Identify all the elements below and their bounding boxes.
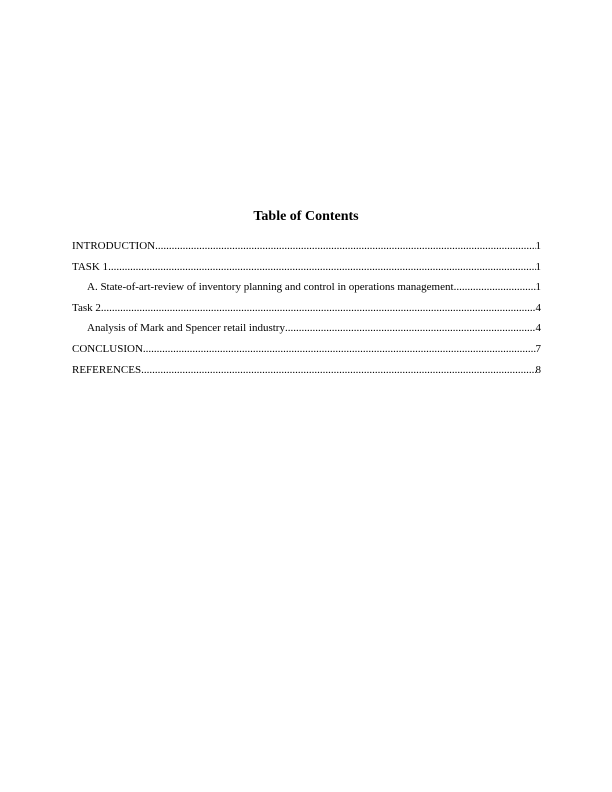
toc-entry-conclusion[interactable] [72,343,541,364]
toc-entry-task-2[interactable] [72,302,541,323]
toc-leader-dots [101,302,536,315]
toc-leader-dots [143,343,536,356]
toc-leader-dots [285,322,536,335]
toc-entry-text: A. State-of-art-review of inventory planning and control in operations management [87,281,454,294]
toc-entry-introduction[interactable] [72,240,541,261]
toc-entry-task-1[interactable] [72,261,541,282]
toc-entry-text: REFERENCES [72,363,142,376]
toc-leader-dots [454,281,536,294]
toc-entry-text: CONCLUSION [72,342,143,355]
toc-entry-page: 1 [535,260,541,273]
toc-entry-page: 4 [535,301,541,314]
toc-entry-text: Analysis of Mark and Spencer retail industry [87,322,285,335]
toc-entry-page: 1 [535,281,541,294]
toc-entry-text: TASK 1 [72,260,109,273]
toc-leader-dots [108,261,535,274]
toc-entry-page: 8 [535,363,541,376]
toc-entry-page: 7 [535,342,541,355]
toc-list [72,240,541,384]
toc-entry-text: Task 2 [72,301,101,314]
toc-entry-page: 4 [535,322,541,335]
toc-entry-state-of-art-review[interactable] [72,281,541,302]
toc-entry-page: 1 [535,240,541,252]
toc-title: Table of Contents [253,209,359,224]
toc-leader-dots [141,364,535,377]
toc-entry-references[interactable] [72,364,541,385]
toc-entry-text: INTRODUCTION [72,240,156,252]
toc-entry-analysis-mark-spencer[interactable] [72,322,541,343]
toc-leader-dots [155,240,535,253]
